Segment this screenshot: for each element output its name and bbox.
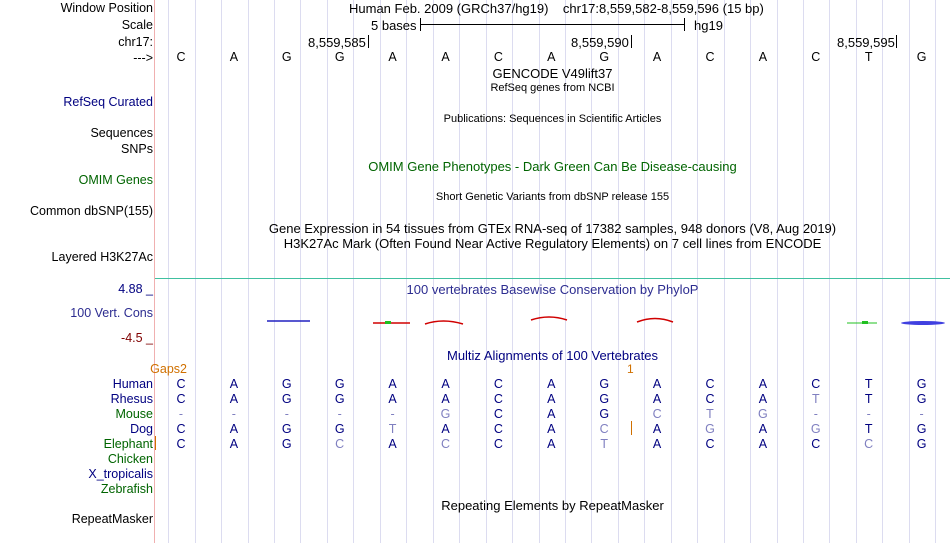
alignment-base: A: [758, 437, 768, 451]
repeatmasker-label[interactable]: RepeatMasker: [71, 512, 153, 526]
scale-bar-right-tick: [684, 18, 685, 31]
omim-track-title[interactable]: OMIM Gene Phenotypes - Dark Green Can Be Disease-causing: [368, 159, 737, 174]
alignment-base: C: [176, 437, 186, 451]
sequence-base: G: [599, 50, 610, 64]
alignment-base: G: [916, 392, 927, 406]
alignment-base: G: [334, 377, 345, 391]
tick-mark: [368, 35, 369, 48]
scale-db: hg19: [694, 18, 723, 33]
gaps-label: Gaps2: [150, 362, 187, 376]
alignment-base: A: [758, 422, 768, 436]
alignment-base: A: [547, 437, 556, 451]
alignment-base: A: [229, 392, 239, 406]
alignment-base: G: [334, 392, 345, 406]
alignment-base: A: [547, 392, 556, 406]
species-label-mouse[interactable]: Mouse: [115, 407, 153, 421]
publications-track-title[interactable]: Publications: Sequences in Scientific Articles: [443, 113, 662, 125]
tick-label: 8,559,585: [308, 35, 366, 50]
sequence-base: G: [281, 50, 292, 64]
alignment-base: G: [705, 422, 715, 436]
conservation-min-label: -4.5 _: [121, 331, 153, 345]
alignment-base: T: [811, 392, 820, 406]
alignment-base: G: [810, 422, 821, 436]
alignment-base: A: [388, 377, 397, 391]
alignment-base: A: [652, 377, 662, 391]
alignment-base: T: [600, 437, 608, 451]
species-label-x_tropicalis[interactable]: X_tropicalis: [88, 467, 153, 481]
alignment-base: G: [281, 437, 292, 451]
gaps-mark: 1: [627, 362, 634, 376]
alignment-base: T: [864, 377, 873, 391]
alignment-base: G: [334, 422, 345, 436]
species-label-rhesus[interactable]: Rhesus: [110, 392, 153, 406]
species-label-dog[interactable]: Dog: [130, 422, 153, 436]
alignment-base: A: [758, 392, 768, 406]
conservation-label[interactable]: 100 Vert. Cons: [70, 306, 153, 320]
alignment-base: A: [229, 377, 239, 391]
alignment-base: T: [864, 422, 873, 436]
alignment-base: C: [493, 422, 503, 436]
snps-label[interactable]: SNPs: [121, 142, 153, 156]
alignment-base: A: [229, 422, 239, 436]
alignment-base: A: [441, 377, 450, 391]
alignment-base: -: [813, 407, 818, 421]
alignment-base: -: [178, 407, 184, 421]
alignment-base: G: [599, 377, 610, 391]
alignment-base: C: [493, 407, 503, 421]
tick-mark: [631, 35, 632, 48]
scale-bar-left-tick: [420, 18, 421, 31]
alignment-base: -: [231, 407, 236, 421]
sequence-base: A: [388, 50, 397, 64]
alignment-base: C: [440, 437, 451, 451]
sequence-base: G: [916, 50, 927, 64]
sequence-base: T: [864, 50, 873, 64]
species-label-human[interactable]: Human: [112, 377, 153, 391]
conservation-wiggle[interactable]: [155, 310, 950, 332]
alignment-base: C: [652, 407, 662, 421]
conservation-mark: [637, 319, 673, 323]
tick-mark: [896, 35, 897, 48]
alignment-base: C: [493, 392, 503, 406]
alignment-base: G: [281, 422, 292, 436]
alignment-base: G: [599, 407, 610, 421]
alignment-base: A: [758, 377, 768, 391]
scale-bar: [420, 24, 684, 25]
alignment-base: G: [440, 407, 451, 421]
dbsnp-track-title[interactable]: Short Genetic Variants from dbSNP release 155: [435, 191, 670, 203]
alignment-base: G: [599, 392, 610, 406]
tick-label: 8,559,595: [837, 35, 895, 50]
sequence-base: C: [493, 50, 503, 64]
alignment-base: G: [281, 392, 292, 406]
refseq-label[interactable]: RefSeq Curated: [63, 95, 153, 109]
strand-label: --->: [133, 51, 153, 65]
alignment-base: A: [547, 407, 556, 421]
alignment-base: G: [281, 377, 292, 391]
sequence-base: A: [229, 50, 239, 64]
insertion-mark: [155, 436, 156, 450]
alignment-base: A: [547, 422, 556, 436]
alignment-base: C: [864, 437, 874, 451]
dbsnp-label[interactable]: Common dbSNP(155): [30, 204, 153, 218]
h3k27ac-label[interactable]: Layered H3K27Ac: [51, 250, 153, 264]
alignment-base: C: [599, 422, 609, 436]
alignment-base: -: [337, 407, 342, 421]
alignment-base: A: [652, 422, 662, 436]
insertion-mark: [631, 421, 632, 435]
alignment-base: C: [811, 377, 821, 391]
alignment-base: A: [229, 437, 239, 451]
conservation-mark: [901, 321, 945, 325]
alignment-base: C: [176, 392, 186, 406]
alignment-base: C: [493, 377, 503, 391]
scale-label: Scale: [121, 18, 153, 32]
sequence-base: A: [652, 50, 662, 64]
sequences-label[interactable]: Sequences: [90, 126, 153, 140]
alignment-base: C: [705, 392, 715, 406]
alignment-base: -: [390, 407, 395, 421]
alignment-base: A: [652, 392, 662, 406]
conservation-mark: [862, 321, 868, 324]
alignment-base: T: [864, 392, 873, 406]
species-label-chicken[interactable]: Chicken: [107, 452, 153, 466]
alignment-base: T: [388, 422, 397, 436]
track-divider: [155, 278, 950, 279]
alignment-base: C: [176, 377, 186, 391]
alignment-base: G: [916, 377, 927, 391]
alignment-base: A: [388, 437, 397, 451]
conservation-max-label: 4.88 _: [118, 282, 153, 296]
sequence-base: C: [176, 50, 186, 64]
alignment-base: C: [493, 437, 503, 451]
alignment-base: C: [705, 437, 715, 451]
alignment-base: G: [916, 422, 927, 436]
conservation-mark: [531, 317, 567, 320]
alignment-base: A: [441, 422, 450, 436]
gtex-track-title[interactable]: Gene Expression in 54 tissues from GTEx RNA-seq of 17382 samples, 948 donors (V8, Aug 2019): [268, 221, 837, 236]
conservation-track-title[interactable]: 100 vertebrates Basewise Conservation by PhyloP: [406, 282, 699, 297]
sequence-base: C: [811, 50, 821, 64]
sequence-base: C: [705, 50, 715, 64]
h3k27ac-track-title[interactable]: H3K27Ac Mark (Often Found Near Active Regulatory Elements) on 7 cell lines from ENCODE: [283, 236, 822, 251]
alignment-base: A: [547, 377, 556, 391]
species-label-elephant[interactable]: Elephant: [103, 437, 153, 451]
conservation-mark: [385, 321, 391, 324]
refseq-track-title[interactable]: RefSeq genes from NCBI: [490, 82, 615, 94]
gencode-track-title[interactable]: GENCODE V49lift37: [492, 66, 613, 81]
species-label-zebrafish[interactable]: Zebrafish: [100, 482, 153, 496]
tick-label: 8,559,590: [571, 35, 629, 50]
sequence-base: A: [758, 50, 768, 64]
sequence-base: A: [547, 50, 556, 64]
scale-text: 5 bases: [371, 18, 417, 33]
alignment-base: C: [811, 437, 821, 451]
multiz-track-title[interactable]: Multiz Alignments of 100 Vertebrates: [446, 348, 658, 363]
alignment-base: -: [919, 407, 924, 421]
window-position-value[interactable]: Human Feb. 2009 (GRCh37/hg19) chr17:8,559,582-8,559,596 (15 bp): [349, 1, 764, 16]
alignment-base: A: [652, 437, 662, 451]
alignment-base: C: [705, 377, 715, 391]
alignment-base: -: [866, 407, 871, 421]
repeatmasker-track-title[interactable]: Repeating Elements by RepeatMasker: [441, 498, 664, 513]
window-position-label: Window Position: [60, 1, 153, 15]
alignment-base: -: [284, 407, 289, 421]
sequence-base: G: [334, 50, 345, 64]
alignment-base: A: [388, 392, 397, 406]
alignment-base: C: [176, 422, 186, 436]
conservation-mark: [425, 321, 463, 324]
alignment-base: A: [441, 392, 450, 406]
chrom-label: chr17:: [118, 35, 153, 49]
sequence-base: A: [441, 50, 450, 64]
alignment-base: T: [706, 407, 714, 421]
omim-label[interactable]: OMIM Genes: [78, 173, 153, 187]
alignment-base: C: [335, 437, 345, 451]
alignment-base: G: [916, 437, 927, 451]
alignment-base: G: [758, 407, 768, 421]
